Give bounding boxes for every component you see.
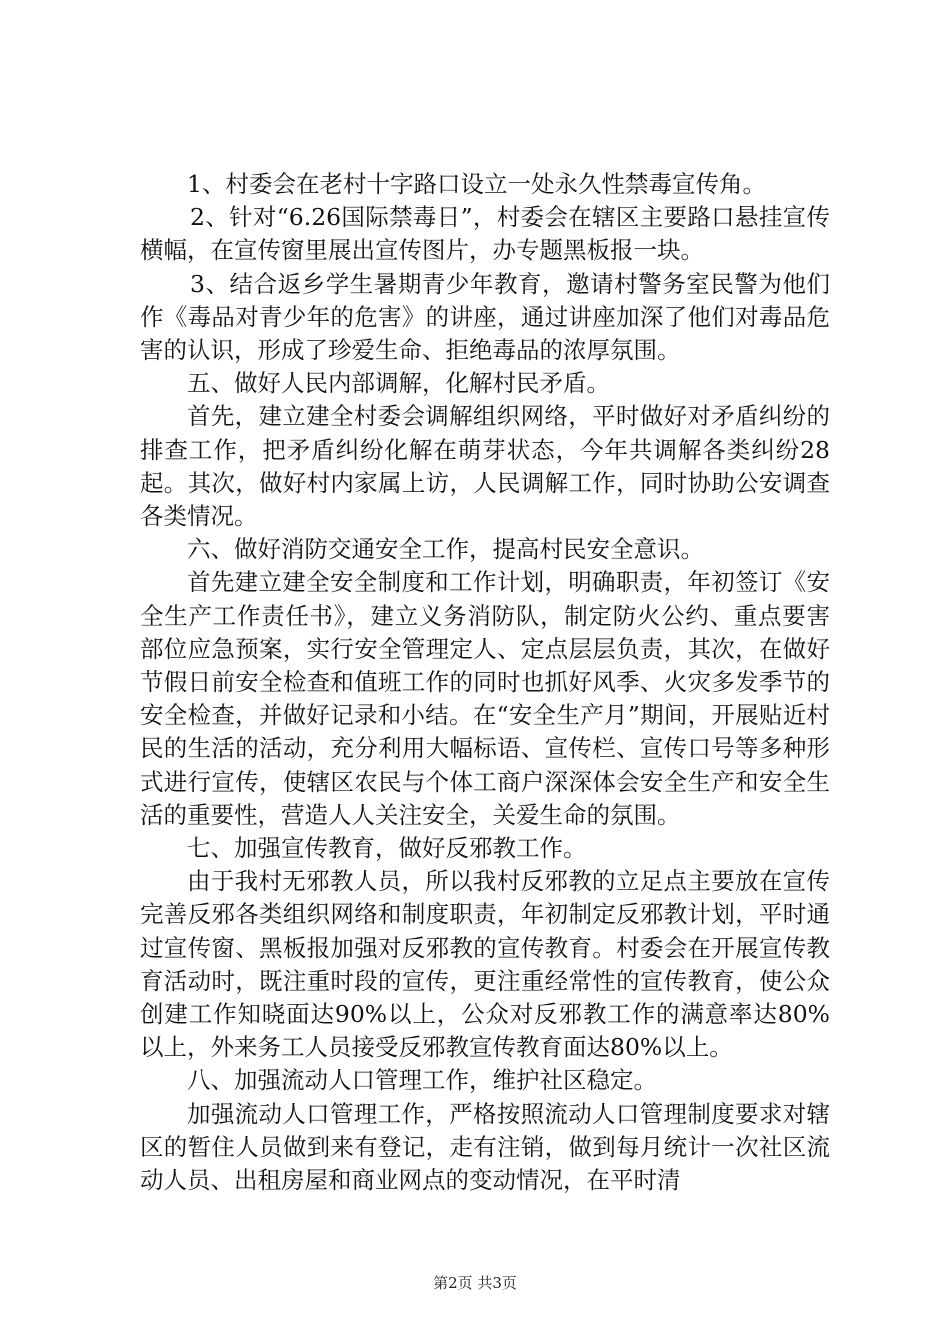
document-body [140, 168, 830, 1197]
section-heading-6: 六、做好消防交通安全工作，提高村民安全意识。 [187, 535, 704, 564]
paragraph-item-2: 2、针对“6.26国际禁毒日”，村委会在辖区主要路口悬挂宣传横幅，在宣传窗里展出宣传图片，办专题黑板报一块。 [140, 203, 830, 265]
paragraph-migrant: 加强流动人口管理工作，严格按照流动人口管理制度要求对辖区的暂住人员做到来有登记，走有注销，做到每月统计一次社区流动人员、出租房屋和商业网点的变动情况，在平时清 [140, 1099, 830, 1195]
paragraph-item-1: 1、村委会在老村十字路口设立一处永久性禁毒宣传角。 [187, 170, 766, 198]
paragraph-anti-cult: 由于我村无邪教人员，所以我村反邪教的立足点主要放在宣传完善反邪各类组织网络和制度职责，年初制定反邪教计划，平时通过宣传窗、黑板报加强对反邪教的宣传教育。村委会在开展宣传教育活动时，既注重时段的宣传，更注重经常性的宣传教育，使公众创建工作知晓面达90%以上，公众对反邪教工作的满意率达80%以上，外来务工人员接受反邪教宣传教育面达80%以上。 [140, 867, 830, 1062]
section-heading-5: 五、做好人民内部调解，化解村民矛盾。 [187, 369, 610, 398]
section-heading-8: 八、加强流动人口管理工作，维护社区稳定。 [187, 1066, 657, 1095]
paragraph-mediation: 首先，建立建全村委会调解组织网络，平时做好对矛盾纠纷的排查工作，把矛盾纠纷化解在萌芽状态，今年共调解各类纠纷28起。其次，做好村内家属上访，人民调解工作，同时协助公安调查各类情况。 [140, 402, 830, 531]
page-number-footer: 第2页 共3页 [433, 1274, 517, 1292]
paragraph-safety: 首先建立建全安全制度和工作计划，明确职责，年初签订《安全生产工作责任书》，建立义务消防队，制定防火公约、重点要害部位应急预案，实行安全管理定人、定点层层负责，其次，在做好节假日前安全检查和值班工作的同时也抓好风季、火灾多发季节的安全检查，并做好记录和小结。在“安全生产月”期间，开展贴近村民的生活的活动，充分利用大幅标语、宣传栏、宣传口号等多种形式进行宣传，使辖区农民与个体工商户深深体会安全生产和安全生活的重要性，营造人人关注安全，关爱生命的氛围。 [140, 568, 830, 829]
section-heading-7: 七、加强宣传教育，做好反邪教工作。 [187, 834, 587, 863]
paragraph-item-3: 3、结合返乡学生暑期青少年教育，邀请村警务室民警为他们作《毒品对青少年的危害》的讲座，通过讲座加深了他们对毒品危害的认识，形成了珍爱生命、拒绝毒品的浓厚氛围。 [140, 269, 830, 365]
